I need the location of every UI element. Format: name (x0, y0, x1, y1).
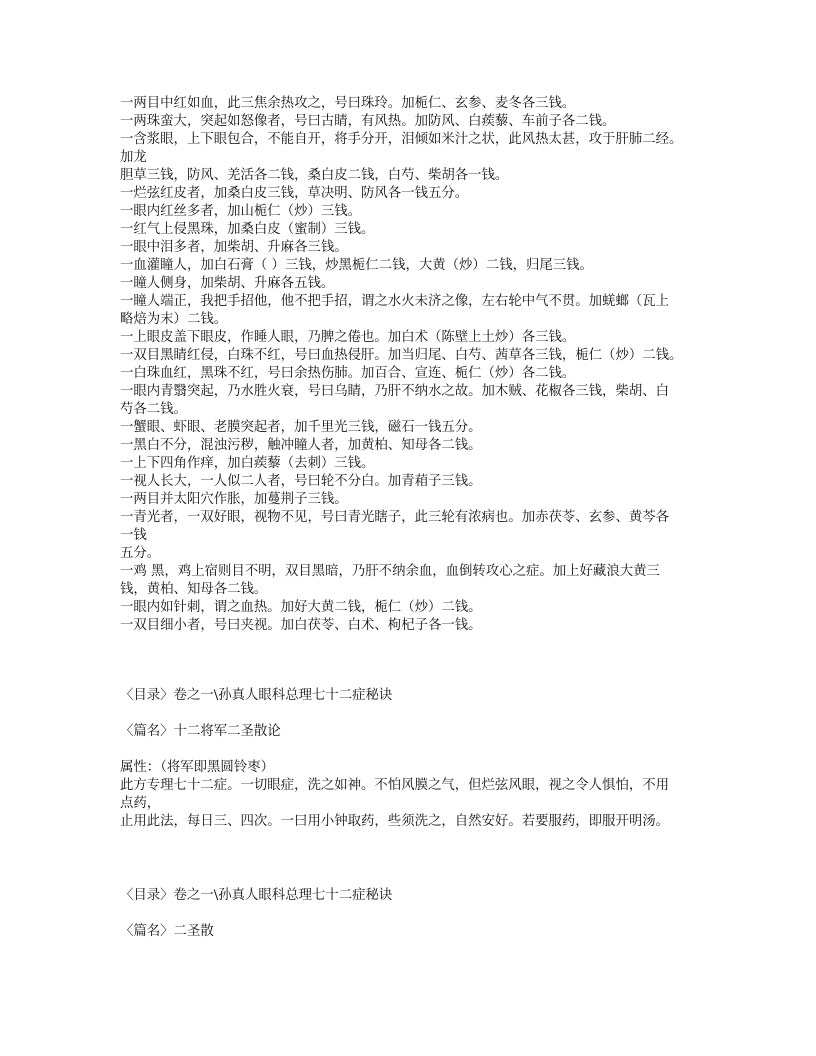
text-line: 一两目中红如血，此三焦余热攻之，号曰珠玲。加栀仁、玄参、麦冬各三钱。 (120, 96, 576, 111)
remedy-list (120, 95, 702, 635)
text-line: 止用此法，每日三、四次。一曰用小钟取药，些须洗之，自然安好。若要服药，即服开明汤。 (120, 814, 670, 829)
text-line: 一烂弦红皮者，加桑白皮三钱，草决明、防风各一钱五分。 (120, 186, 469, 201)
text-line: 一瞳人端正，我把手招他，他不把手招，谓之水火未济之像，左右轮中气不贯。加蜣螂（瓦上 (120, 294, 670, 309)
text-line: 一黑白不分，混浊污秽，触冲瞳人者，加黄柏、知母各二钱。 (120, 438, 482, 453)
text-line: 一眼内如针刺，谓之血热。加好大黄二钱，栀仁（炒）二钱。 (120, 600, 482, 615)
text-line: 胆草三钱，防风、羌活各二钱，桑白皮二钱，白芍、柴胡各一钱。 (120, 168, 509, 183)
text-line: 一眼中泪多者，加柴胡、升麻各三钱。 (120, 240, 348, 255)
text-line: 一双目细小者，号曰夹视。加白茯苓、白术、枸杞子各一钱。 (120, 618, 482, 633)
text-line: 一钱 (120, 528, 147, 543)
text-line: 一上眼皮盖下眼皮，作睡人眼，乃脾之倦也。加白术（陈壁上土炒）各三钱。 (120, 330, 576, 345)
catalog-heading: 〈目录〉卷之一\孙真人眼科总理七十二症秘诀 (120, 688, 393, 703)
attribute-line: 属性：（将军即黑圆铃枣） (120, 760, 274, 775)
spacer (120, 635, 702, 687)
chapter-title: 〈篇名〉十二将军二圣散论 (120, 724, 281, 739)
text-line: 加龙 (120, 150, 147, 165)
catalog-heading: 〈目录〉卷之一\孙真人眼科总理七十二症秘诀 (120, 888, 393, 903)
text-line: 一蟹眼、虾眼、老膜突起者，加千里光三钱，磁石一钱五分。 (120, 420, 482, 435)
text-line: 一两珠蛮大，突起如怒像者，号曰古睛，有风热。加防风、白蒺藜、车前子各二钱。 (120, 114, 616, 129)
text-line: 一含浆眼，上下眼包合，不能自开，将手分开，泪倾如米汁之状，此风热太甚，攻于肝肺二经。 (120, 132, 683, 147)
spacer (120, 705, 702, 723)
text-line: 此方专理七十二症。一切眼症，洗之如神。不怕风膜之气，但烂弦风眼，视之令人惧怕，不用 (120, 778, 670, 793)
text-line: 一鸡 黑，鸡上宿则目不明，双目黑暗，乃肝不纳余血，血倒转攻心之症。加上好藏浪大黄三 (120, 564, 660, 579)
text-line: 一瞳人侧身，加柴胡、升麻各五钱。 (120, 276, 335, 291)
spacer (120, 831, 702, 887)
text-line: 一眼内红丝多者，加山栀仁（炒）三钱。 (120, 204, 362, 219)
text-line: 一红气上侵黑珠，加桑白皮（蜜制）三钱。 (120, 222, 375, 237)
text-line: 一白珠血红，黑珠不红，号曰余热伤肺。加百合、宣连、栀仁（炒）各二钱。 (120, 366, 576, 381)
text-line: 芍各二钱。 (120, 402, 187, 417)
text-line: 一青光者，一双好眼，视物不见，号曰青光瞎子，此三轮有浓病也。加赤茯苓、玄参、黄芩各 (120, 510, 670, 525)
text-line: 一双目黑睛红侵，白珠不红，号曰血热侵肝。加当归尾、白芍、茜草各三钱，栀仁（炒）二钱。 (120, 348, 683, 363)
section-two-saints-powder (120, 887, 702, 941)
text-line: 五分。 (120, 546, 161, 561)
spacer (120, 741, 702, 759)
text-line: 一上下四角作痒，加白蒺藜（去刺）三钱。 (120, 456, 375, 471)
text-line: 略焙为末）二钱。 (120, 312, 228, 327)
text-line: 一两目并太阳穴作胀，加蔓荆子三钱。 (120, 492, 348, 507)
section-twelve-generals (120, 687, 702, 831)
document-page (120, 95, 702, 941)
text-line: 钱，黄柏、知母各二钱。 (120, 582, 268, 597)
text-line: 一眼内青翳突起，乃水胜火衰，号曰乌睛，乃肝不纳水之故。加木贼、花椒各三钱，柴胡、白 (120, 384, 670, 399)
chapter-title: 〈篇名〉二圣散 (120, 924, 214, 939)
text-line: 一血灌瞳人，加白石膏（ ）三钱，炒黑栀仁二钱，大黄（炒）二钱，归尾三钱。 (120, 258, 593, 273)
spacer (120, 905, 702, 923)
text-line: 一视人长大，一人似二人者，号曰轮不分白。加青葙子三钱。 (120, 474, 482, 489)
text-line: 点药， (120, 796, 161, 811)
